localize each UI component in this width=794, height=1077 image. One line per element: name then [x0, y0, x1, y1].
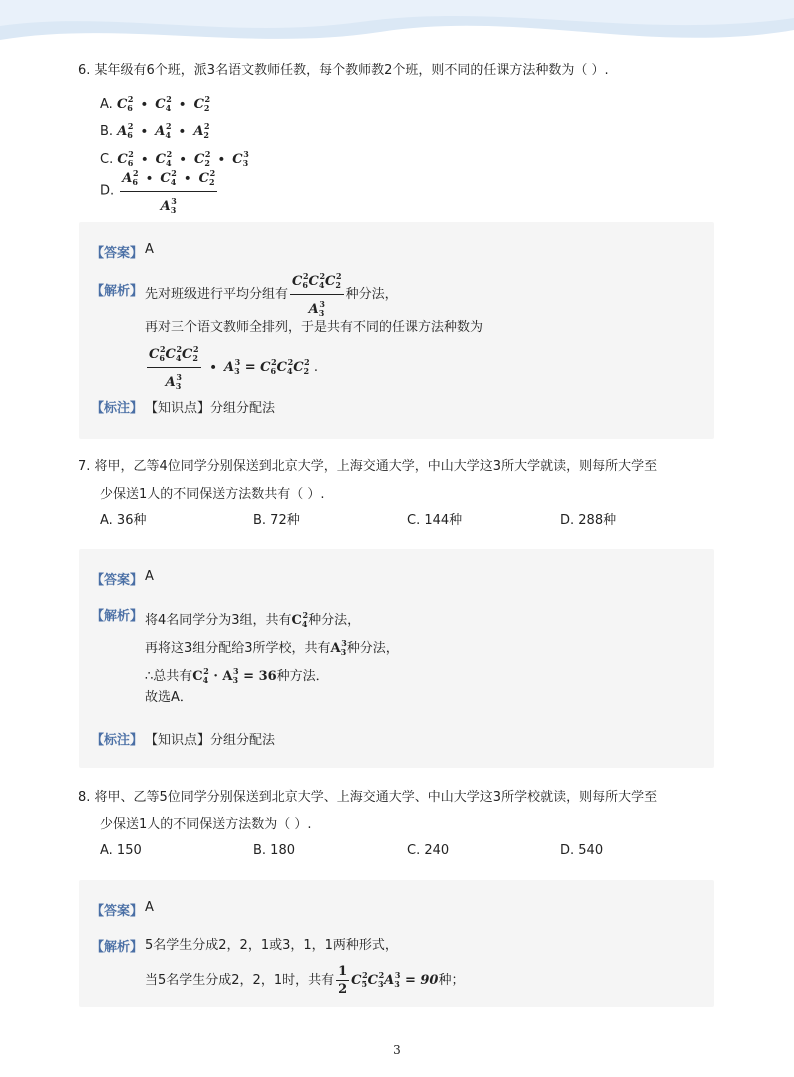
q8-option-d[interactable]: D. 540	[560, 843, 604, 858]
q7-analysis-line4: 故选A．	[145, 690, 193, 705]
q6-option-d-formula: $\frac{A_6^2 \cdot C_4^2 \cdot C_2^2}{A_3^3}$	[120, 165, 217, 218]
page-number: 3	[393, 1043, 401, 1057]
q8-analysis-line2: 当5名学生分成2，2，1时，共有 $\frac{1}{2}$ $C_5^2C_3^2A_3^3 = 90$种；	[145, 964, 465, 997]
q8-answer: A	[145, 900, 154, 915]
q8-stem-line1: 8. 将甲、乙等5位同学分别保送到北京大学、上海交通大学、中山大学这3所学校就读，则每所大学至	[78, 790, 658, 805]
q7-option-b[interactable]: B. 72种	[253, 513, 300, 528]
header-wave-decoration	[0, 0, 794, 58]
q7-option-c[interactable]: C. 144种	[407, 513, 463, 528]
q7-analysis-line2: 再将这3组分配给3所学校，共有$A_3^3$种分法，	[145, 638, 399, 657]
q6-option-c[interactable]: C. $C_6^2 \cdot C_4^2 \cdot C_2^2 \cdot C_3^3$	[100, 149, 249, 168]
q7-analysis-tag: 【解析】	[91, 609, 144, 624]
q6-analysis-line1: 先对班级进行平均分组有 $\frac{C_6^2C_4^2C_2^2}{A_3^3}$ 种分法，	[145, 268, 398, 321]
q7-option-d[interactable]: D. 288种	[560, 513, 617, 528]
q6-analysis-tag: 【解析】	[91, 284, 144, 299]
q6-solution-panel	[79, 222, 714, 439]
q6-option-d[interactable]: D. $\frac{A_6^2 \cdot C_4^2 \cdot C_2^2}{A_3^3}$	[100, 165, 219, 218]
q7-note: 【知识点】分组分配法	[145, 733, 276, 748]
q8-answer-tag: 【答案】	[91, 904, 144, 919]
q7-analysis-line3: ∴总共有$C_4^2 \cdot A_3^3 = 36$种方法．	[145, 666, 329, 685]
q6-answer: A	[145, 242, 154, 257]
q8-analysis-tag: 【解析】	[91, 940, 144, 955]
q6-note: 【知识点】分组分配法	[145, 401, 276, 416]
q6-option-b[interactable]: B. $A_6^2 \cdot A_4^2 \cdot A_2^2$	[100, 121, 210, 140]
q8-option-c[interactable]: C. 240	[407, 843, 450, 858]
q7-analysis-line1: 将4名同学分为3组，共有$C_4^2$种分法，	[145, 610, 361, 629]
q8-option-b[interactable]: B. 180	[253, 843, 295, 858]
q7-solution-panel	[79, 549, 714, 768]
q6-option-a-formula: $C_6^2 \cdot C_4^2 \cdot C_2^2$	[116, 94, 211, 113]
q6-option-c-formula: $C_6^2 \cdot C_4^2 \cdot C_2^2 \cdot C_3^3$	[117, 149, 249, 168]
q8-option-a[interactable]: A. 150	[100, 843, 142, 858]
q6-note-tag: 【标注】	[91, 401, 144, 416]
q7-stem-line2: 少保送1人的不同保送方法数共有（ ）.	[100, 487, 325, 502]
q6-answer-tag: 【答案】	[91, 246, 144, 261]
q7-answer: A	[145, 569, 154, 584]
q8-stem-line2: 少保送1人的不同保送方法数为（ ）.	[100, 817, 312, 832]
q7-note-tag: 【标注】	[91, 733, 144, 748]
q6-option-b-formula: $A_6^2 \cdot A_4^2 \cdot A_2^2$	[117, 121, 210, 140]
q6-analysis-line2: 再对三个语文教师全排列，于是共有不同的任课方法种数为	[145, 320, 484, 335]
q8-solution-panel	[79, 880, 714, 1007]
q7-option-a[interactable]: A. 36种	[100, 513, 147, 528]
q7-answer-tag: 【答案】	[91, 573, 144, 588]
q6-option-a[interactable]: A. $C_6^2 \cdot C_4^2 \cdot C_2^2$	[100, 94, 211, 113]
q6-analysis-line3: $\frac{C_6^2C_4^2C_2^2}{A_3^3}$ ∙ $A_3^3 = C_6^2C_4^2C_2^2$ .	[145, 340, 318, 394]
q8-analysis-line1: 5名学生分成2，2，1或3，1，1两种形式，	[145, 938, 398, 953]
q6-stem: 6. 某年级有6个班，派3名语文教师任教，每个教师教2个班，则不同的任课方法种数为（ ）.	[78, 63, 609, 78]
q7-stem-line1: 7. 将甲，乙等4位同学分别保送到北京大学，上海交通大学，中山大学这3所大学就读，则每所大学至	[78, 459, 658, 474]
